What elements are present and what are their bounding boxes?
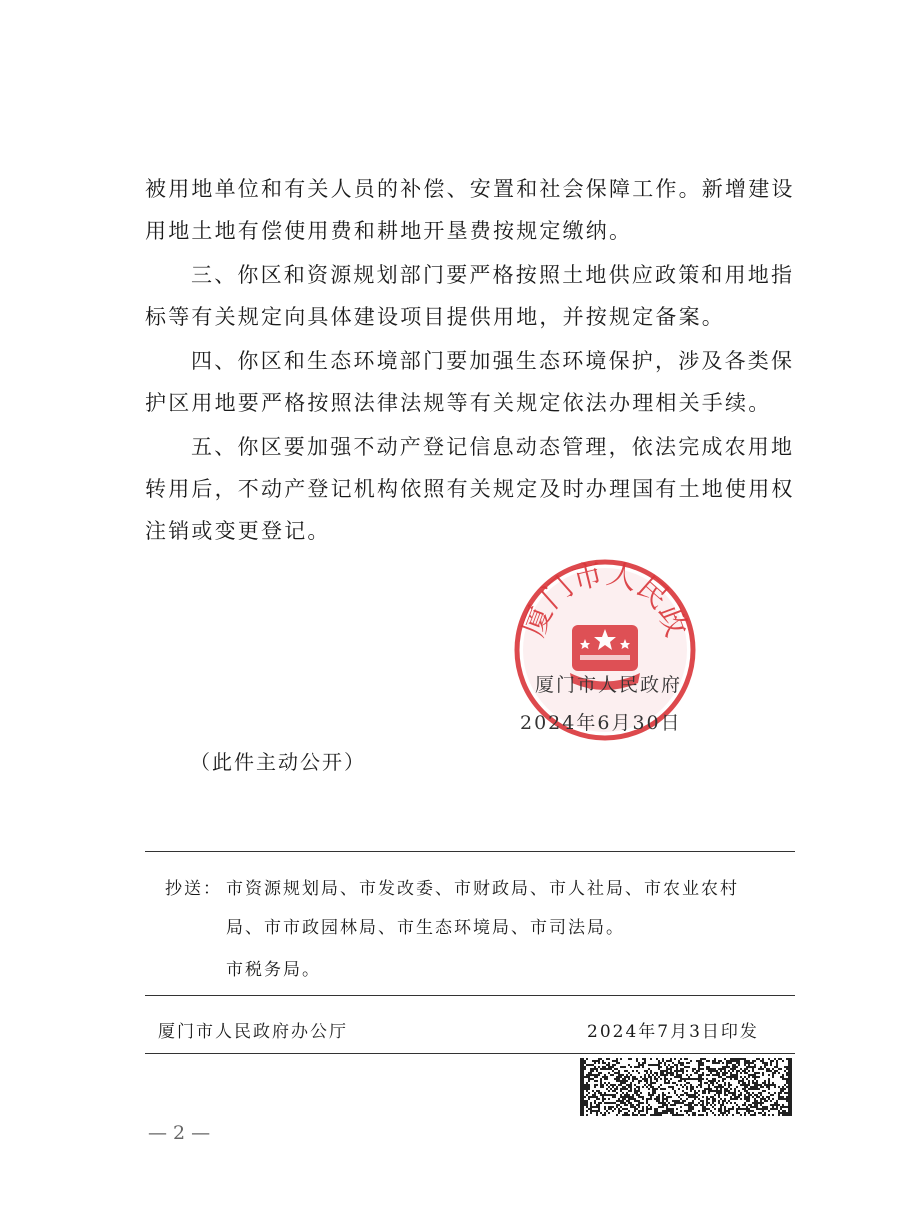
paragraph-item-five: [145, 426, 795, 552]
divider: [145, 851, 795, 852]
copy-to-line: 局、市市政园林局、市生态环境局、市司法局。: [226, 918, 625, 938]
copy-to-line: 市资源规划局、市发改委、市财政局、市人社局、市农业农村: [226, 879, 739, 899]
paragraph-compensation: [145, 168, 795, 252]
signature-date: 2024年6月30日: [520, 712, 682, 734]
text-line: 注销或变更登记。: [145, 519, 331, 543]
issuer-name: 厦门市人民政府: [535, 674, 683, 696]
copy-to-label: 抄送：: [165, 879, 222, 899]
text-line: 被用地单位和有关人员的补偿、安置和社会保障工作。新增建设: [145, 177, 795, 201]
print-date: 2024年7月3日印发: [587, 1022, 759, 1042]
seal-text: 厦门市人民政: [516, 556, 694, 642]
text-line: 标等有关规定向具体建设项目提供用地，并按规定备案。: [145, 305, 725, 329]
paragraph-item-four: [145, 340, 795, 424]
text-line: 转用后，不动产登记机构依照有关规定及时办理国有土地使用权: [145, 477, 795, 501]
text-line: 用地土地有偿使用费和耕地开垦费按规定缴纳。: [145, 219, 633, 243]
paragraph-item-three: [145, 254, 795, 338]
public-disclosure-note: （此件主动公开）: [190, 750, 366, 774]
page-number: — 2 —: [148, 1122, 211, 1144]
issuing-office: 厦门市人民政府办公厅: [158, 1022, 348, 1042]
divider: [145, 1053, 795, 1054]
barcode-icon: [580, 1058, 792, 1116]
copy-to-line: 市税务局。: [226, 960, 321, 980]
text-line: 四、你区和生态环境部门要加强生态环境保护，涉及各类保: [191, 349, 795, 373]
text-line: 五、你区要加强不动产登记信息动态管理，依法完成农用地: [191, 435, 795, 459]
divider: [145, 995, 795, 996]
text-line: 三、你区和资源规划部门要严格按照土地供应政策和用地指: [191, 263, 795, 287]
text-line: 护区用地要严格按照法律法规等有关规定依法办理相关手续。: [145, 391, 772, 415]
